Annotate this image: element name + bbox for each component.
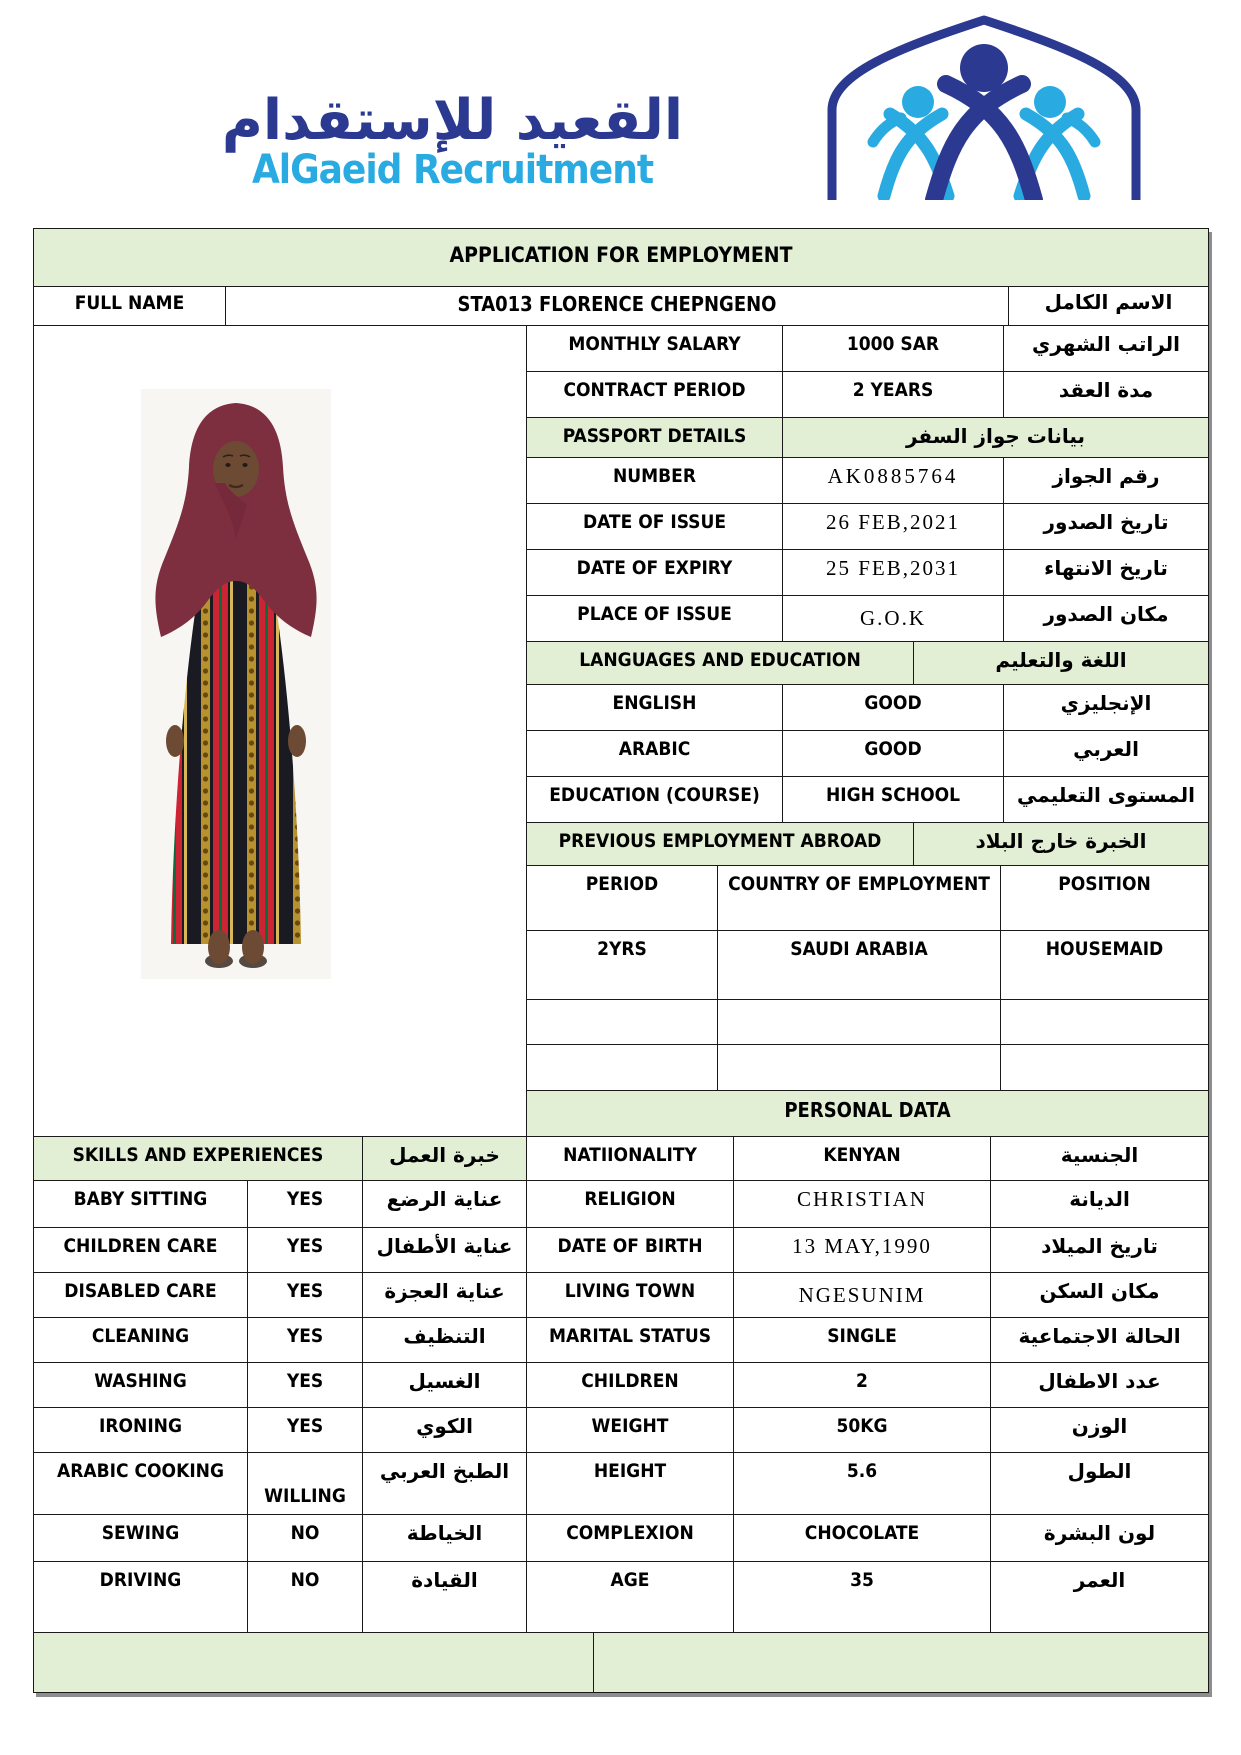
contract-period-label: CONTRACT PERIOD	[526, 371, 782, 417]
height-label-arabic: الطول	[990, 1452, 1208, 1514]
education-course-label: EDUCATION (COURSE)	[526, 776, 782, 822]
arabic-cooking-label: ARABIC COOKING	[33, 1452, 247, 1514]
passport-details-header: PASSPORT DETAILS	[526, 417, 782, 457]
employment-empty-cell	[526, 1044, 717, 1090]
logo-english-wordmark: AlGaeid Recruitment	[251, 147, 654, 193]
ironing-value: YES	[247, 1407, 362, 1452]
height-label: HEIGHT	[526, 1452, 733, 1514]
previous-employment-header-arabic: الخبرة خارج البلاد	[913, 822, 1208, 865]
monthly-salary-value: 1000 SAR	[782, 325, 1003, 371]
employment-empty-cell	[1000, 1044, 1208, 1090]
agency-arch-logo-icon	[818, 12, 1150, 200]
nationality-label-arabic: الجنسية	[990, 1136, 1208, 1180]
date-of-expiry-label: DATE OF EXPIRY	[526, 549, 782, 595]
english-label: ENGLISH	[526, 684, 782, 730]
passport-number-label: NUMBER	[526, 457, 782, 503]
cleaning-label: CLEANING	[33, 1317, 247, 1362]
nationality-value: KENYAN	[733, 1136, 990, 1180]
children-value: 2	[733, 1362, 990, 1407]
height-value: 5.6	[733, 1452, 990, 1514]
children-label: CHILDREN	[526, 1362, 733, 1407]
nationality-label: NATIIONALITY	[526, 1136, 733, 1180]
marital-status-label: MARITAL STATUS	[526, 1317, 733, 1362]
applicant-photo-cell	[33, 325, 526, 1136]
footer-green-cell-left	[33, 1632, 593, 1692]
employment-row-country: SAUDI ARABIA	[717, 930, 1000, 999]
contract-period-value: 2 YEARS	[782, 371, 1003, 417]
religion-label-arabic: الديانة	[990, 1180, 1208, 1227]
passport-number-label-arabic: رقم الجواز	[1003, 457, 1208, 503]
disabled-care-label-arabic: عناية العجزة	[362, 1272, 526, 1317]
employment-empty-cell	[1000, 999, 1208, 1044]
baby-sitting-label: BABY SITTING	[33, 1180, 247, 1227]
education-course-label-arabic: المستوى التعليمي	[1003, 776, 1208, 822]
employment-row-period: 2YRS	[526, 930, 717, 999]
form-title: APPLICATION FOR EMPLOYMENT	[33, 228, 1208, 286]
weight-label: WEIGHT	[526, 1407, 733, 1452]
living-town-value: NGESUNIM	[733, 1272, 990, 1317]
employment-empty-cell	[526, 999, 717, 1044]
age-label: AGE	[526, 1561, 733, 1632]
arabic-value: GOOD	[782, 730, 1003, 776]
living-town-label-arabic: مكان السكن	[990, 1272, 1208, 1317]
religion-value: CHRISTIAN	[733, 1180, 990, 1227]
weight-value: 50KG	[733, 1407, 990, 1452]
footer-green-cell-right	[593, 1632, 1208, 1692]
passport-number-value: AK0885764	[782, 457, 1003, 503]
personal-data-header: PERSONAL DATA	[526, 1090, 1208, 1136]
cleaning-label-arabic: التنظيف	[362, 1317, 526, 1362]
age-value: 35	[733, 1561, 990, 1632]
sewing-label: SEWING	[33, 1514, 247, 1561]
date-of-issue-label-arabic: تاريخ الصدور	[1003, 503, 1208, 549]
date-of-issue-value: 26 FEB,2021	[782, 503, 1003, 549]
date-of-birth-label: DATE OF BIRTH	[526, 1227, 733, 1272]
date-of-expiry-label-arabic: تاريخ الانتهاء	[1003, 549, 1208, 595]
living-town-label: LIVING TOWN	[526, 1272, 733, 1317]
complexion-value: CHOCOLATE	[733, 1514, 990, 1561]
children-care-value: YES	[247, 1227, 362, 1272]
complexion-label-arabic: لون البشرة	[990, 1514, 1208, 1561]
disabled-care-label: DISABLED CARE	[33, 1272, 247, 1317]
place-of-issue-label-arabic: مكان الصدور	[1003, 595, 1208, 641]
date-of-birth-value: 13 MAY,1990	[733, 1227, 990, 1272]
arabic-cooking-label-arabic: الطبخ العربي	[362, 1452, 526, 1514]
driving-value: NO	[247, 1561, 362, 1632]
languages-education-header: LANGUAGES AND EDUCATION	[526, 641, 913, 684]
complexion-label: COMPLEXION	[526, 1514, 733, 1561]
previous-employment-header: PREVIOUS EMPLOYMENT ABROAD	[526, 822, 913, 865]
english-value: GOOD	[782, 684, 1003, 730]
age-label-arabic: العمر	[990, 1561, 1208, 1632]
driving-label: DRIVING	[33, 1561, 247, 1632]
place-of-issue-label: PLACE OF ISSUE	[526, 595, 782, 641]
cleaning-value: YES	[247, 1317, 362, 1362]
arabic-label: ARABIC	[526, 730, 782, 776]
skills-header: SKILLS AND EXPERIENCES	[33, 1136, 362, 1180]
full-name-label: FULL NAME	[33, 286, 225, 325]
date-of-issue-label: DATE OF ISSUE	[526, 503, 782, 549]
contract-period-label-arabic: مدة العقد	[1003, 371, 1208, 417]
baby-sitting-label-arabic: عناية الرضع	[362, 1180, 526, 1227]
employment-empty-cell	[717, 1044, 1000, 1090]
children-label-arabic: عدد الاطفال	[990, 1362, 1208, 1407]
employment-col-period: PERIOD	[526, 865, 717, 930]
children-care-label: CHILDREN CARE	[33, 1227, 247, 1272]
sewing-label-arabic: الخياطة	[362, 1514, 526, 1561]
passport-details-header-arabic: بيانات جواز السفر	[782, 417, 1208, 457]
date-of-birth-label-arabic: تاريخ الميلاد	[990, 1227, 1208, 1272]
full-name-label-arabic: الاسم الكامل	[1008, 286, 1208, 325]
logo-arabic-wordmark: القعيد للإستقدام	[221, 88, 684, 153]
employment-row-position: HOUSEMAID	[1000, 930, 1208, 999]
skills-header-arabic: خبرة العمل	[362, 1136, 526, 1180]
washing-label: WASHING	[33, 1362, 247, 1407]
applicant-photo	[141, 389, 331, 979]
disabled-care-value: YES	[247, 1272, 362, 1317]
marital-status-label-arabic: الحالة الاجتماعية	[990, 1317, 1208, 1362]
children-care-label-arabic: عناية الأطفال	[362, 1227, 526, 1272]
washing-value: YES	[247, 1362, 362, 1407]
arabic-label-arabic: العربي	[1003, 730, 1208, 776]
religion-label: RELIGION	[526, 1180, 733, 1227]
date-of-expiry-value: 25 FEB,2031	[782, 549, 1003, 595]
full-name-value: STA013 FLORENCE CHEPNGENO	[225, 286, 1008, 325]
baby-sitting-value: YES	[247, 1180, 362, 1227]
employment-col-country: COUNTRY OF EMPLOYMENT	[717, 865, 1000, 930]
ironing-label: IRONING	[33, 1407, 247, 1452]
english-label-arabic: الإنجليزي	[1003, 684, 1208, 730]
driving-label-arabic: القيادة	[362, 1561, 526, 1632]
monthly-salary-label: MONTHLY SALARY	[526, 325, 782, 371]
education-course-value: HIGH SCHOOL	[782, 776, 1003, 822]
place-of-issue-value: G.O.K	[782, 595, 1003, 641]
employment-col-position: POSITION	[1000, 865, 1208, 930]
employment-empty-cell	[717, 999, 1000, 1044]
languages-education-header-arabic: اللغة والتعليم	[913, 641, 1208, 684]
arabic-cooking-value: WILLING	[247, 1452, 362, 1514]
sewing-value: NO	[247, 1514, 362, 1561]
weight-label-arabic: الوزن	[990, 1407, 1208, 1452]
marital-status-value: SINGLE	[733, 1317, 990, 1362]
washing-label-arabic: الغسيل	[362, 1362, 526, 1407]
monthly-salary-label-arabic: الراتب الشهري	[1003, 325, 1208, 371]
ironing-label-arabic: الكوي	[362, 1407, 526, 1452]
